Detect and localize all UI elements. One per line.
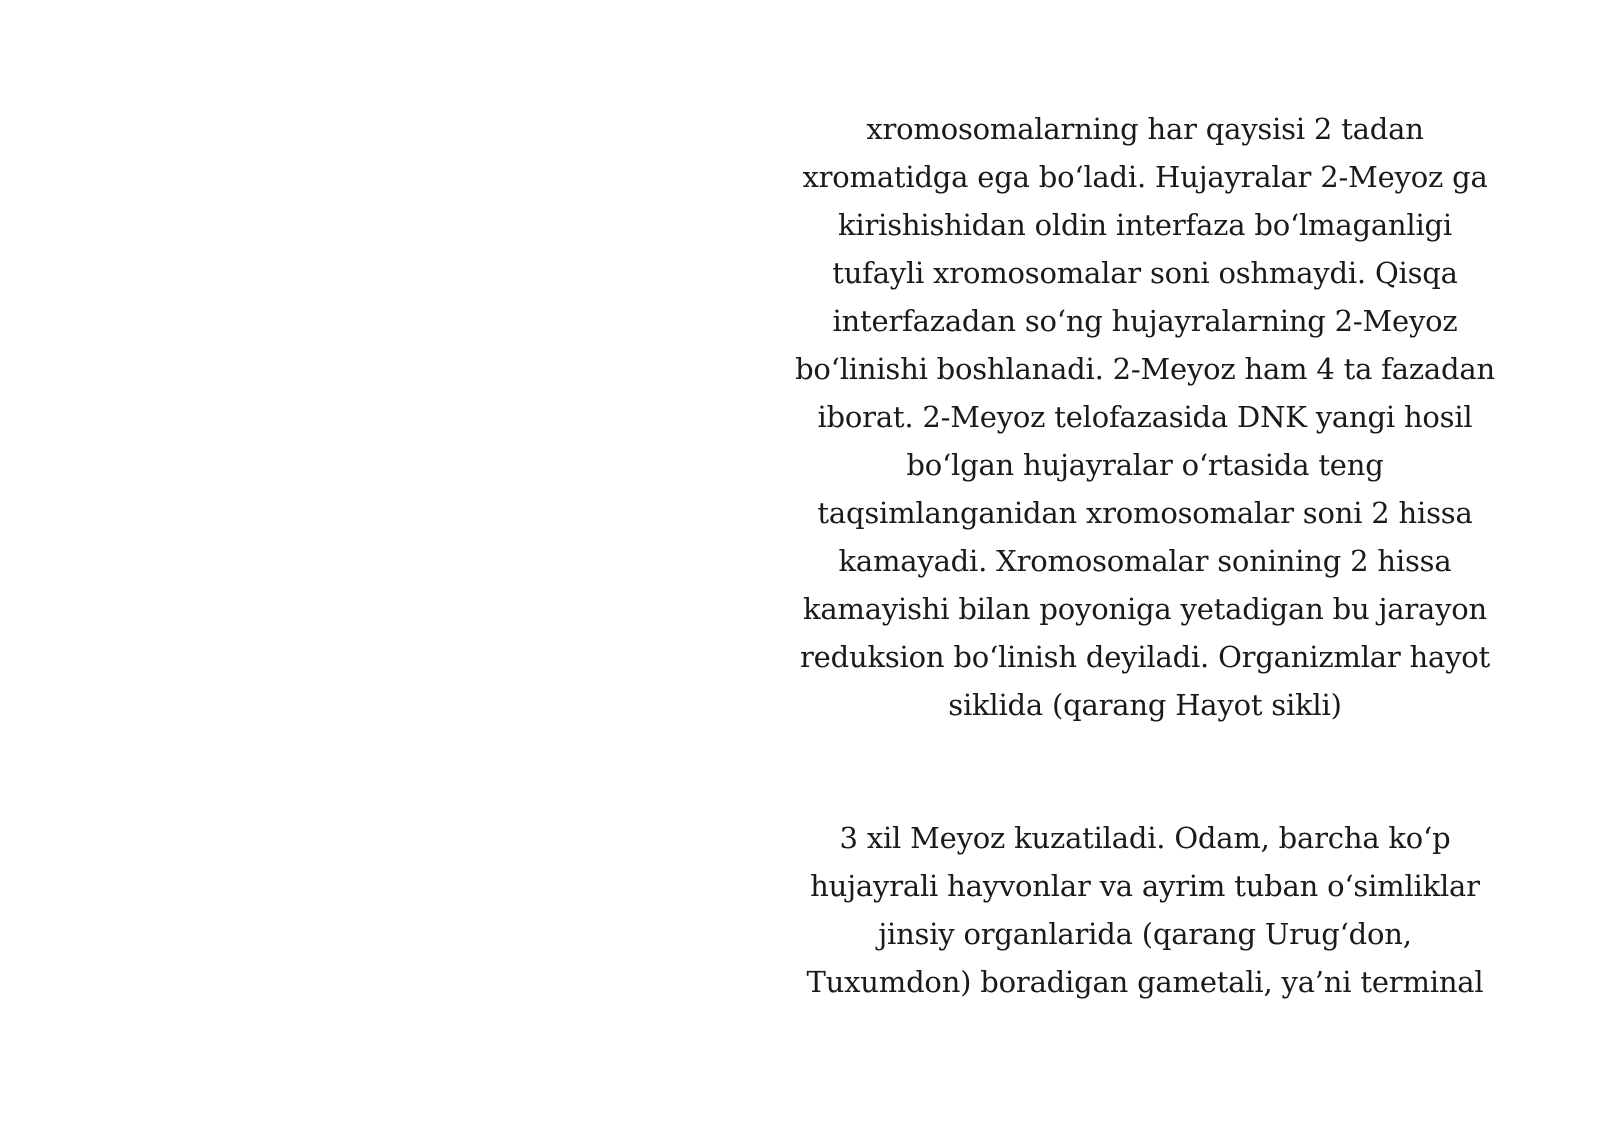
text-line: bo‘linishi boshlanadi. 2-Meyoz ham 4 ta fazadan: [795, 352, 1495, 386]
text-line: siklida (qarang Hayot sikli): [948, 688, 1342, 722]
text-line: taqsimlanganidan xromosomalar soni 2 hissa: [817, 496, 1473, 530]
text-line: 3 xil Meyoz kuzatiladi. Odam, barcha ko‘p: [839, 821, 1451, 855]
text-line: interfazadan so‘ng hujayralarning 2-Meyoz: [832, 304, 1458, 338]
text-line: reduksion bo‘linish deyiladi. Organizmlar hayot: [799, 640, 1491, 674]
text-line: tufayli xromosomalar soni oshmaydi. Qisqa: [832, 256, 1458, 290]
left-page-blank: [0, 0, 790, 1131]
text-line: kamayadi. Xromosomalar sonining 2 hissa: [838, 544, 1452, 578]
text-line: xromosomalarning har qaysisi 2 tadan: [866, 112, 1424, 146]
text-line: kirishishidan oldin interfaza bo‘lmaganligi: [838, 208, 1452, 242]
text-line: kamayishi bilan poyoniga yetadigan bu jarayon: [802, 592, 1488, 626]
text-line: xromatidga ega bo‘ladi. Hujayralar 2-Meyoz ga: [802, 160, 1488, 194]
paragraph-2: [790, 814, 1500, 1006]
paragraph-1: [790, 105, 1500, 729]
text-line: jinsiy organlarida (qarang Urug‘don,: [878, 917, 1412, 951]
text-line: Tuxumdon) boradigan gametali, ya’ni terminal: [806, 965, 1484, 999]
right-page: [790, 0, 1600, 1131]
text-line: iborat. 2-Meyoz telofazasida DNK yangi hosil: [817, 400, 1473, 434]
text-line: bo‘lgan hujayralar o‘rtasida teng: [906, 448, 1384, 482]
text-line: hujayrali hayvonlar va ayrim tuban o‘simliklar: [810, 869, 1480, 903]
